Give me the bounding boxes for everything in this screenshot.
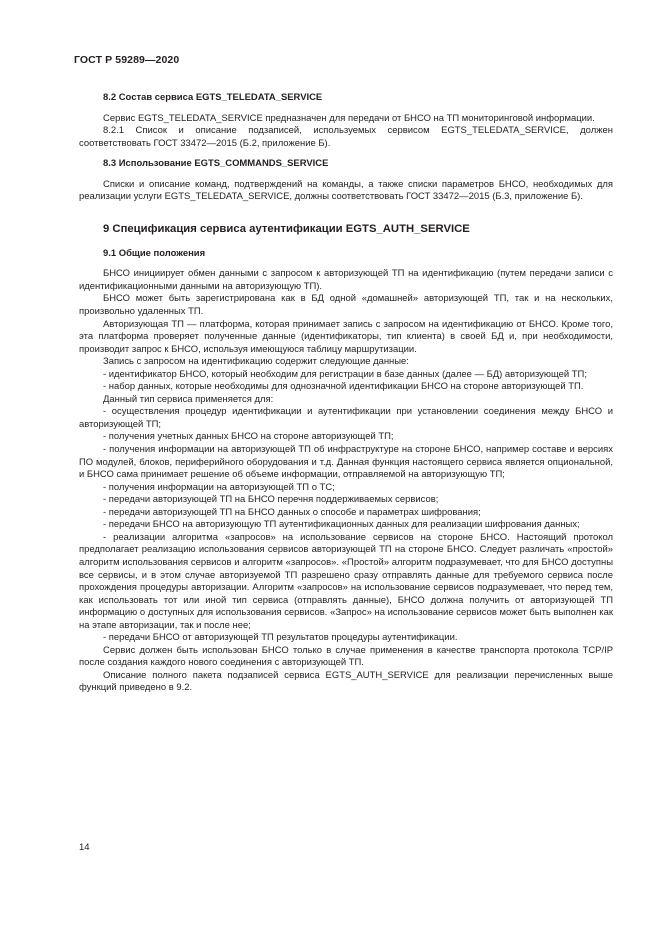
page-number: 14 — [79, 842, 90, 853]
document-standard-id: ГОСТ Р 59289—2020 — [74, 54, 180, 66]
list-item: - получения информации на авторизующей ТП о ТС; — [103, 481, 335, 493]
list-item: - передачи авторизующей ТП на БНСО перечня поддерживаемых сервисов; — [103, 494, 439, 506]
section-8-3-paragraph: Списки и описание команд, подтверждений на команды, а также списки параметров БНСО, необходимых для реализации услуги EGTS_TELEDATA_SERVICE, должны соответствовать ГОСТ 33472—2015 (Б.3, приложение Б). — [79, 178, 613, 203]
section-9-heading: 9 Спецификация сервиса аутентификации EGTS_AUTH_SERVICE — [103, 222, 470, 235]
paragraph: Данный тип сервиса применяется для: — [103, 393, 274, 405]
list-item: - идентификатор БНСО, который необходим для регистрации в базе данных (далее — БД) авторизующей ТП; — [103, 368, 587, 380]
paragraph: БНСО может быть зарегистрирована как в БД одной «домашней» авторизующей ТП, так и на нескольких, произвольно удаленных ТП. — [79, 293, 613, 318]
document-body — [79, 92, 613, 695]
paragraph: БНСО инициирует обмен данными с запросом к авторизующей ТП на идентификацию (путем передачи записи с идентификационными данными на авторизующую ТП). — [79, 268, 613, 292]
list-item: - получения информации на авторизующей ТП об инфраструктуре на стороне БНСО, например составе и версиях ПО модулей, блоков, периферийного оборудования и т.д. Данная функция настоящего сервиса является опциональной, и БНСО сама принимает решение об объеме информации, отправляемой на авторизующую ТП; — [79, 444, 613, 481]
paragraph: Запись с запросом на идентификацию содержит следующие данные: — [103, 356, 409, 368]
paragraph: Сервис должен быть использован БНСО только в случае применения в качестве транспорта протокола TCP/IP после создания каждого нового соединения с авторизующей ТП. — [79, 644, 613, 669]
list-item: - передачи БНСО от авторизующей ТП результатов процедуры аутентификации. — [103, 632, 458, 644]
list-item: - набор данных, которые необходимы для однозначной идентификации БНСО на стороне авторизующей ТП. — [103, 381, 584, 393]
list-item: - реализации алгоритма «запросов» на использование сервисов на стороне БНСО. Настоящий протокол предполагает реализацию использования сервисов авторизующей ТП на стороне БНСО. Следует различать «простой» алгоритм использования сервисов и алгоритм «запросов». «Простой» алгоритм подразумевает, что для БНСО доступны все сервисы, и в этом случае авторизуемой ТП разрешено сразу отправлять данные для требуемого сервиса после прохождения процедуры авторизации. Алгоритм «запросов» на использование сервисов подразумевает, что перед тем, как использовать тот или иной тип сервиса (отправлять данные), БНСО должна получить от авторизующей ТП информацию о доступных для использования сервисов. «Запрос» на использование сервисов может быть выполнен как на этапе авторизации, так и после нее; — [79, 531, 613, 631]
section-9-1-heading: 9.1 Общие положения — [103, 247, 206, 259]
list-item: - передачи авторизующей ТП на БНСО данных о способе и параметрах шифрования; — [103, 506, 481, 518]
paragraph: Описание полного пакета подзаписей сервиса EGTS_AUTH_SERVICE для реализации перечисленных выше функций приведено в 9.2. — [79, 669, 613, 694]
section-8-2-1-paragraph: 8.2.1 Список и описание подзаписей, используемых сервисом EGTS_TELEDATA_SERVICE, должен соответствовать ГОСТ 33472—2015 (Б.2, приложение Б). — [79, 125, 613, 149]
section-8-3-heading: 8.3 Использование EGTS_COMMANDS_SERVICE — [103, 158, 329, 170]
section-8-2-paragraph: Сервис EGTS_TELEDATA_SERVICE предназначен для передачи от БНСО на ТП мониторинговой информации. — [103, 112, 595, 124]
list-item: - осуществления процедур идентификации и аутентификации при установлении соединения между БНСО и авторизующей ТП; — [79, 406, 613, 430]
paragraph: Авторизующая ТП — платформа, которая принимает запись с запросом на идентификацию от БНСО. Кроме того, эта платформа проверяет полученные данные (идентификаторы, тип клиента) в своей БД и, при необходимости, производит запрос к БНСО, используя имеющуюся таблицу маршрутизации. — [79, 318, 613, 355]
list-item: - получения учетных данных БНСО на стороне авторизующей ТП; — [103, 431, 394, 443]
section-8-2-heading: 8.2 Состав сервиса EGTS_TELEDATA_SERVICE — [103, 92, 323, 103]
list-item: - передачи БНСО на авторизующую ТП аутентификационных данных для реализации шифрования данных; — [103, 519, 580, 531]
